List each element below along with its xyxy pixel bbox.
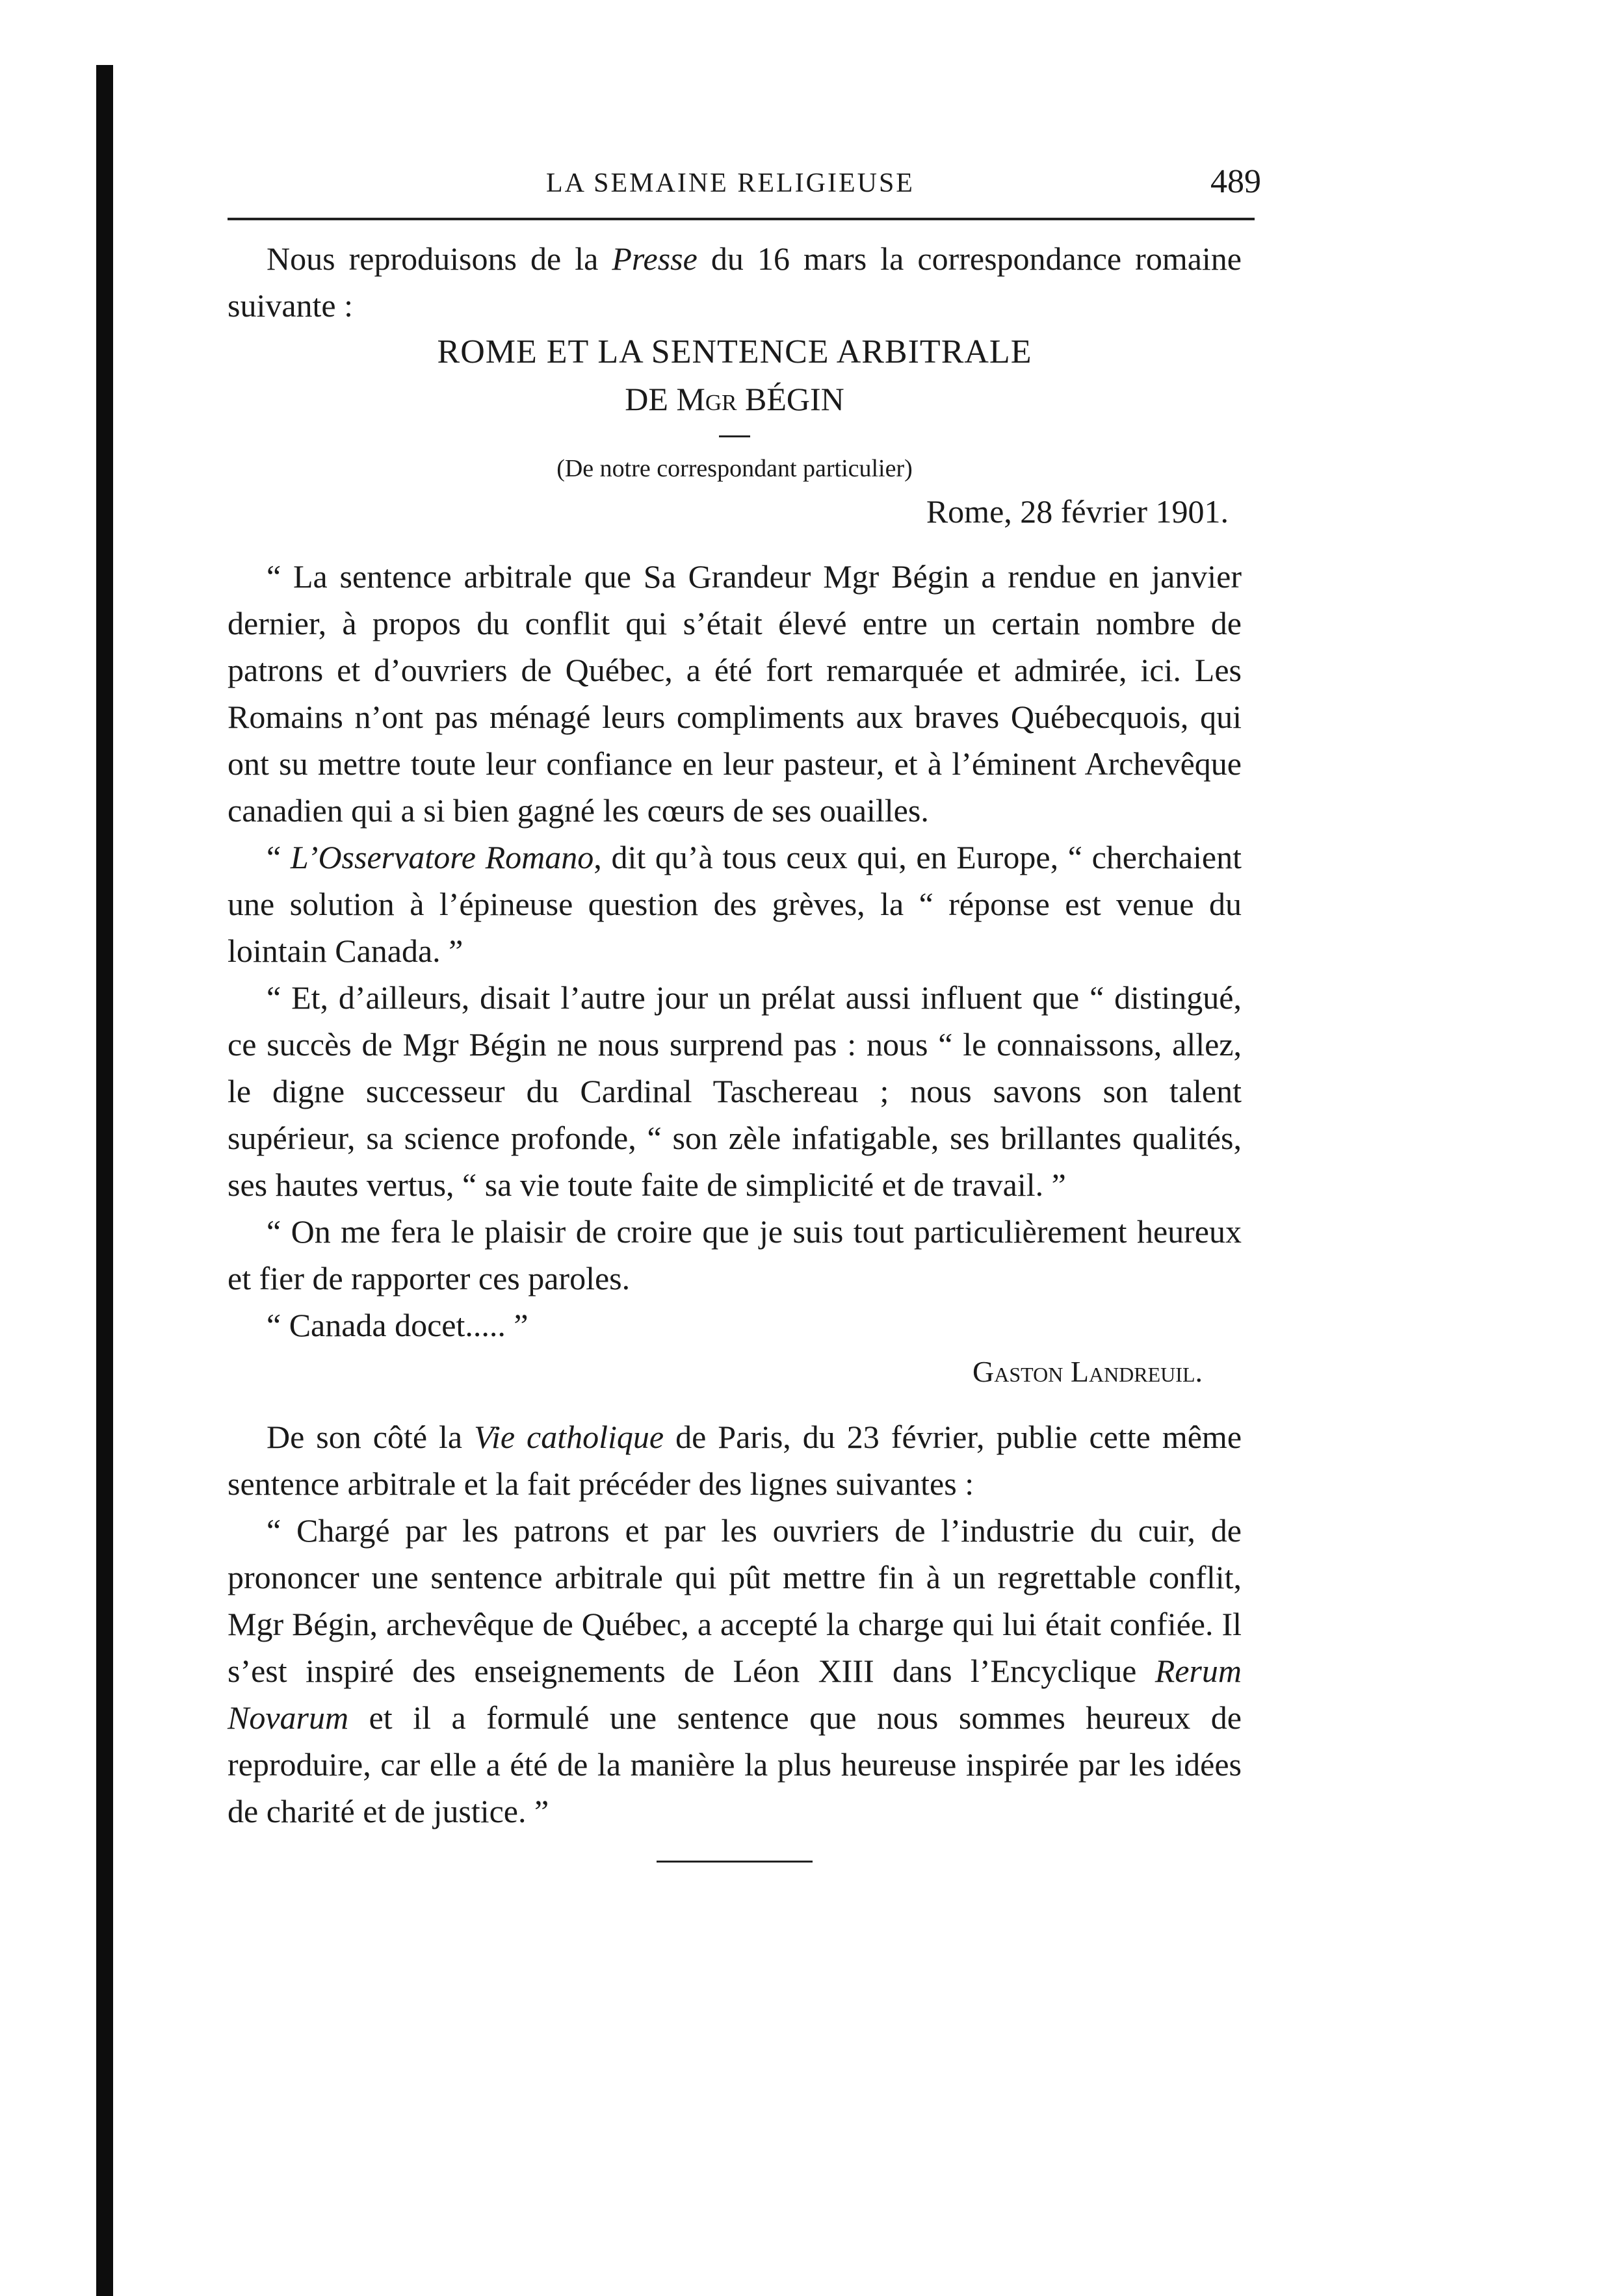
p6-text-end: de Paris, du 23 février, publie cette même sentence arbitrale et la fait précéder des lignes suivantes : — [228, 1419, 1242, 1502]
paragraph-6 — [228, 1413, 1242, 1507]
paragraph-3: “ Et, d’ailleurs, disait l’autre jour un prélat aussi influent que “ distingué, ce succès de Mgr Bégin ne nous surprend pas : nous “ le connaissons, allez, le digne successeur du Cardinal Taschereau ; nous savons son talent supérieur, sa science profonde, “ son zèle infatigable, ses brillantes qualités, ses hautes vertus, “ sa vie toute faite de simplicité et de travail. ” — [228, 979, 1242, 1203]
page-number: 489 — [1210, 163, 1261, 200]
article-body — [228, 235, 1242, 1863]
running-title: LA SEMAINE RELIGIEUSE — [546, 168, 915, 198]
scan-binding-edge — [96, 65, 113, 2296]
article-heading: ROME ET LA SENTENCE ARBITRALE — [437, 333, 1032, 370]
intro-paragraph — [228, 235, 1242, 329]
dateline: Rome, 28 février 1901. — [926, 493, 1229, 530]
p7-text: “ Chargé par les patrons et par les ouvriers de l’industrie du cuir, de prononcer une sentence arbitrale qui pût mettre fin à un regrettable conflit, Mgr Bégin, archevêque de Québec, a accepté la charge qui lui était confiée. Il s’est inspiré des enseignements de Léon XIII dans l’Encyclique — [228, 1512, 1242, 1689]
paragraph-2 — [228, 834, 1242, 974]
p6-text: De son côté la — [267, 1419, 475, 1455]
correspondent-note: (De notre correspondant particulier) — [556, 455, 913, 482]
paragraph-5: “ Canada docet..... ” — [267, 1307, 528, 1343]
p2-text: , dit qu’à tous ceux qui, en Europe, “ cherchaient une solution à l’épineuse question des grèves, la “ réponse est venue du lointain Canada. ” — [228, 839, 1242, 969]
page-header — [247, 163, 1274, 207]
p7-text-end: et il a formulé une sentence que nous sommes heureux de reproduire, car elle a été de la manière la plus heureuse inspirée par les idées de charité et de justice. ” — [228, 1699, 1242, 1829]
heading-divider — [719, 435, 750, 437]
intro-text-end: du 16 mars la correspondance romaine suivante : — [228, 240, 1242, 324]
intro-source-title: Presse — [612, 240, 698, 277]
paragraph-4: “ On me fera le plaisir de croire que je suis tout particulièrement heureux et fier de rapporter ces paroles. — [228, 1213, 1242, 1296]
article-subheading: DE Mgr BÉGIN — [625, 381, 844, 417]
paragraph-1: “ La sentence arbitrale que Sa Grandeur Mgr Bégin a rendue en janvier dernier, à propos du conflit qui s’était élevé entre un certain nombre de patrons et d’ouvriers de Québec, a été fort remarquée et admirée, ici. Les Romains n’ont pas ménagé leurs compliments aux braves Québecquois, qui ont su mettre toute leur confiance en leur pasteur, et à l’éminent Archevêque canadien qui a si bien gagné les cœurs de ses ouailles. — [228, 558, 1242, 829]
header-rule — [228, 218, 1255, 220]
end-rule — [657, 1861, 813, 1863]
p7-encyclical-title: Rerum Novarum — [228, 1653, 1242, 1736]
intro-text: Nous reproduisons de la — [267, 240, 612, 277]
paragraph-7 — [228, 1507, 1242, 1835]
signature: Gaston Landreuil. — [972, 1355, 1203, 1388]
p2-open: “ — [267, 839, 291, 875]
p6-source-title: Vie catholique — [474, 1419, 664, 1455]
p2-source-title: L’Osservatore Romano — [290, 839, 594, 875]
